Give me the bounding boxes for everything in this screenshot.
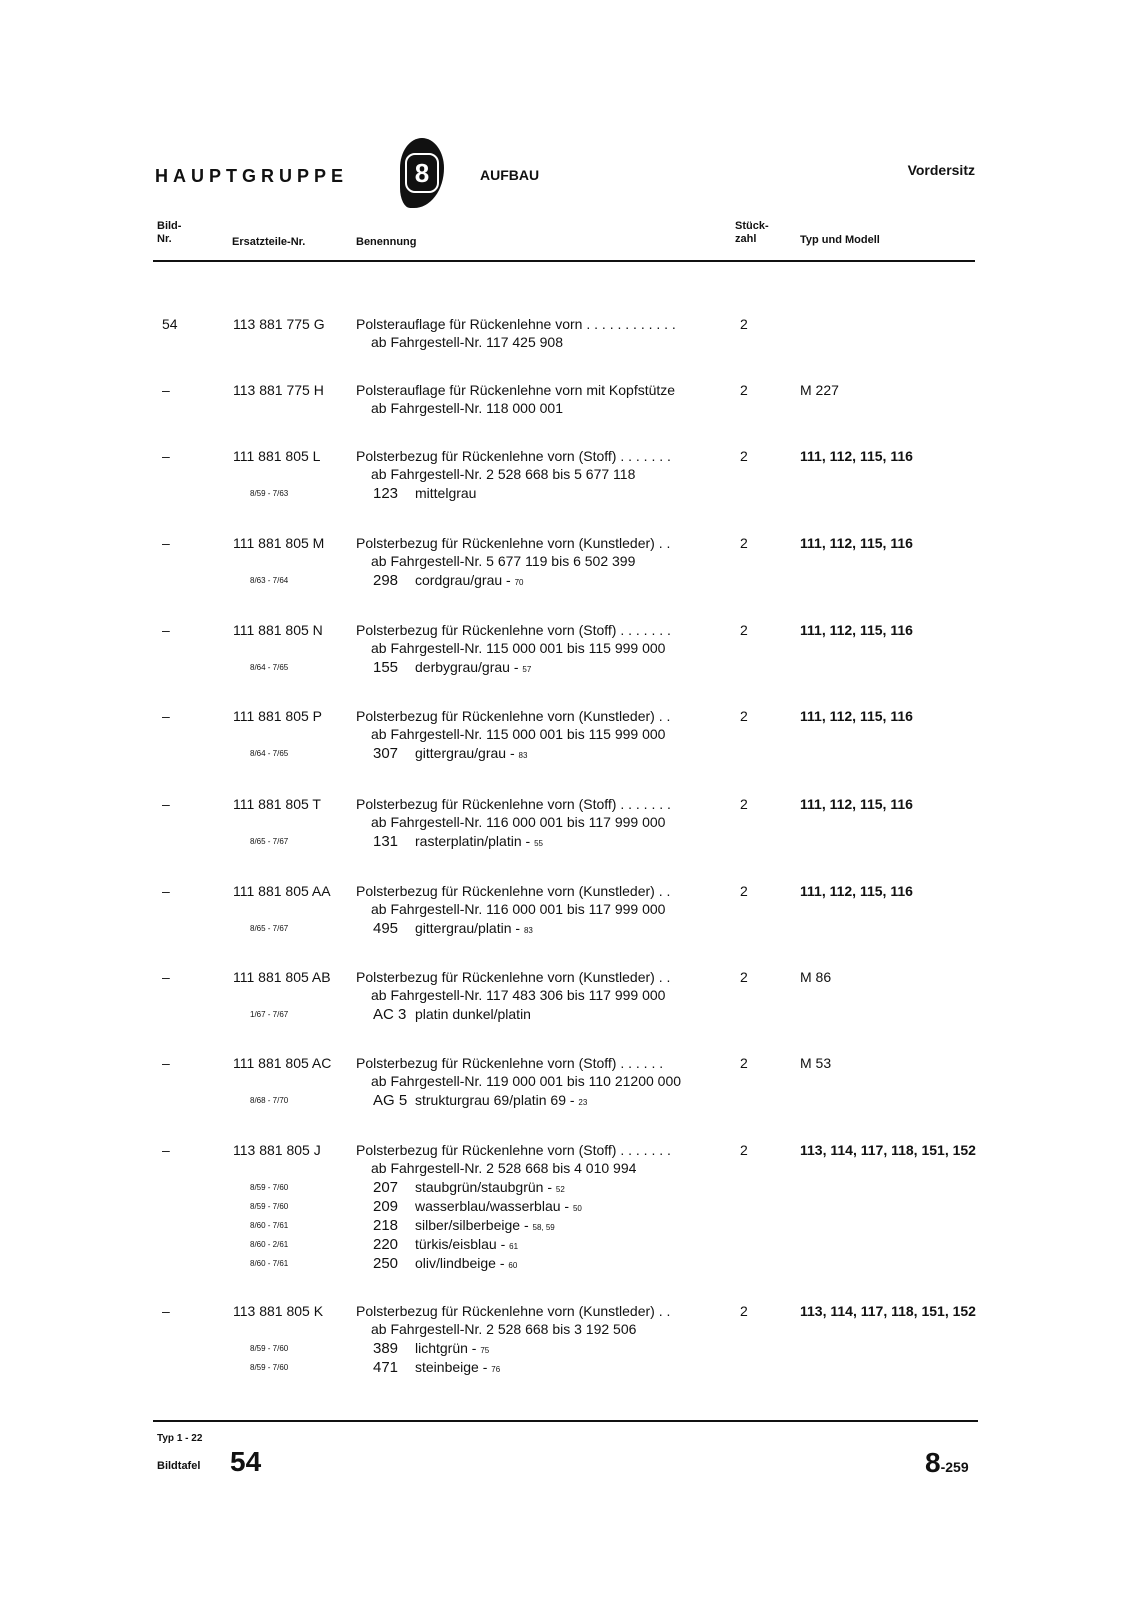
color-date-range: 8/59 - 7/60 [250, 1202, 289, 1211]
color-code: AG 5 [373, 1092, 408, 1109]
figure-number: – [162, 708, 170, 724]
chassis-range: ab Fahrgestell-Nr. 115 000 001 bis 115 999 000 [371, 640, 666, 656]
color-option [373, 833, 543, 850]
color-option [373, 1198, 582, 1215]
quantity: 2 [740, 382, 748, 398]
color-name: derbygrau/grau - [415, 659, 519, 675]
part-number: 111 881 805 T [233, 796, 321, 812]
color-code: 155 [373, 659, 399, 676]
type-model: 111, 112, 115, 116 [800, 796, 913, 812]
quantity: 2 [740, 316, 748, 332]
color-option [373, 1092, 587, 1109]
subsection-title: Vordersitz [907, 162, 975, 178]
color-ref: 70 [514, 578, 524, 587]
type-model: 111, 112, 115, 116 [800, 622, 913, 638]
color-name: gittergrau/grau - [415, 745, 515, 761]
color-date-range: 8/59 - 7/60 [250, 1363, 289, 1372]
footer-rule [153, 1420, 978, 1422]
color-name: lichtgrün - [415, 1340, 477, 1356]
figure-number: – [162, 1303, 170, 1319]
figure-number: – [162, 622, 170, 638]
part-description: Polsterauflage für Rückenlehne vorn mit Kopfstütze [356, 382, 676, 398]
col-head-bild-line2: Nr. [157, 233, 172, 245]
part-number: 113 881 775 H [233, 382, 324, 398]
part-description: Polsterbezug für Rückenlehne vorn (Kunstleder) . . [356, 969, 671, 985]
color-code: 123 [373, 485, 399, 502]
color-name: strukturgrau 69/platin 69 - [415, 1092, 575, 1108]
part-number: 113 881 805 K [233, 1303, 324, 1319]
color-name: silber/silberbeige - [415, 1217, 529, 1233]
type-model: M 53 [800, 1055, 832, 1071]
type-model: M 227 [800, 382, 839, 398]
part-description: Polsterbezug für Rückenlehne vorn (Kunstleder) . . [356, 883, 671, 899]
part-description: Polsterbezug für Rückenlehne vorn (Stoff) . . . . . . . [356, 796, 671, 812]
color-option [373, 745, 527, 762]
part-description: Polsterauflage für Rückenlehne vorn . . . . . . . . . . . . [356, 316, 676, 332]
color-ref: 58, 59 [532, 1223, 555, 1232]
col-head-qty [735, 220, 769, 246]
chassis-range: ab Fahrgestell-Nr. 5 677 119 bis 6 502 399 [371, 553, 636, 569]
color-option [373, 1217, 555, 1234]
color-name: wasserblau/wasserblau - [415, 1198, 570, 1214]
color-ref: 61 [509, 1242, 519, 1251]
color-name: oliv/lindbeige - [415, 1255, 505, 1271]
quantity: 2 [740, 535, 748, 551]
part-description: Polsterbezug für Rückenlehne vorn (Stoff) . . . . . . . [356, 448, 671, 464]
color-option [373, 920, 533, 937]
color-name: platin dunkel/platin [415, 1006, 531, 1022]
color-code: 131 [373, 833, 399, 850]
header-rule [153, 260, 975, 262]
type-model: 111, 112, 115, 116 [800, 708, 913, 724]
col-head-bild-line1: Bild- [157, 220, 182, 232]
color-option [373, 1359, 500, 1376]
chassis-range: ab Fahrgestell-Nr. 117 425 908 [371, 334, 563, 350]
part-description: Polsterbezug für Rückenlehne vorn (Stoff) . . . . . . [356, 1055, 664, 1071]
section-title: AUFBAU [480, 167, 540, 183]
color-date-range: 8/68 - 7/70 [250, 1096, 289, 1105]
color-option [373, 1179, 565, 1196]
quantity: 2 [740, 1142, 748, 1158]
quantity: 2 [740, 969, 748, 985]
part-number: 111 881 805 AA [233, 883, 331, 899]
type-model: 113, 114, 117, 118, 151, 152 [800, 1303, 976, 1319]
color-code: 495 [373, 920, 399, 937]
color-ref: 75 [480, 1346, 490, 1355]
color-date-range: 8/65 - 7/67 [250, 924, 289, 933]
chassis-range: ab Fahrgestell-Nr. 119 000 001 bis 110 21200 000 [371, 1073, 682, 1089]
color-ref: 50 [572, 1204, 582, 1213]
page-group: 8 [925, 1447, 941, 1478]
figure-number: – [162, 535, 170, 551]
quantity: 2 [740, 1055, 748, 1071]
footer-type: Typ 1 - 22 [157, 1433, 203, 1444]
part-description: Polsterbezug für Rückenlehne vorn (Stoff) . . . . . . . [356, 622, 671, 638]
color-option [373, 1340, 489, 1357]
color-name: gittergrau/platin - [415, 920, 521, 936]
group-number-badge [400, 138, 444, 208]
color-option [373, 1236, 518, 1253]
type-model: 111, 112, 115, 116 [800, 448, 913, 464]
quantity: 2 [740, 796, 748, 812]
main-group-title: HAUPTGRUPPE [155, 166, 349, 186]
quantity: 2 [740, 883, 748, 899]
color-option [373, 572, 524, 589]
color-name: türkis/eisblau - [415, 1236, 506, 1252]
part-number: 111 881 805 L [233, 448, 321, 464]
group-number: 8 [405, 153, 439, 193]
part-number: 113 881 775 G [233, 316, 325, 332]
page-number [925, 1447, 969, 1479]
color-ref: 76 [491, 1365, 501, 1374]
type-model: 111, 112, 115, 116 [800, 535, 913, 551]
color-code: 389 [373, 1340, 399, 1357]
footer-bildtafel-label: Bildtafel [157, 1460, 201, 1472]
color-ref: 55 [534, 839, 543, 848]
color-code: 209 [373, 1198, 399, 1215]
color-name: cordgrau/grau - [415, 572, 511, 588]
figure-number: – [162, 448, 170, 464]
type-model: M 86 [800, 969, 832, 985]
color-date-range: 8/59 - 7/63 [250, 489, 289, 498]
footer-bildtafel-number: 54 [230, 1446, 262, 1477]
chassis-range: ab Fahrgestell-Nr. 117 483 306 bis 117 999 000 [371, 987, 666, 1003]
col-head-typ: Typ und Modell [800, 234, 880, 246]
type-model: 111, 112, 115, 116 [800, 883, 913, 899]
figure-number: – [162, 1055, 170, 1071]
part-number: 111 881 805 AC [233, 1055, 332, 1071]
color-option [373, 659, 531, 676]
color-ref: 83 [523, 926, 533, 935]
part-number: 111 881 805 N [233, 622, 323, 638]
part-description: Polsterbezug für Rückenlehne vorn (Kunstleder) . . [356, 535, 671, 551]
col-head-qty-line1: Stück- [735, 220, 769, 232]
quantity: 2 [740, 448, 748, 464]
part-description: Polsterbezug für Rückenlehne vorn (Kunstleder) . . [356, 1303, 671, 1319]
figure-number: – [162, 883, 170, 899]
color-date-range: 8/59 - 7/60 [250, 1183, 289, 1192]
figure-number: – [162, 382, 170, 398]
figure-number: – [162, 796, 170, 812]
figure-number: 54 [162, 316, 178, 332]
color-name: rasterplatin/platin - [415, 833, 531, 849]
col-head-part: Ersatzteile-Nr. [232, 236, 306, 248]
color-ref: 52 [555, 1185, 565, 1194]
part-number: 111 881 805 AB [233, 969, 331, 985]
color-code: 250 [373, 1255, 399, 1272]
chassis-range: ab Fahrgestell-Nr. 116 000 001 bis 117 999 000 [371, 901, 666, 917]
color-option [373, 485, 476, 502]
part-description: Polsterbezug für Rückenlehne vorn (Stoff) . . . . . . . [356, 1142, 671, 1158]
chassis-range: ab Fahrgestell-Nr. 116 000 001 bis 117 999 000 [371, 814, 666, 830]
color-date-range: 8/63 - 7/64 [250, 576, 289, 585]
color-date-range: 1/67 - 7/67 [250, 1010, 289, 1019]
type-model: 113, 114, 117, 118, 151, 152 [800, 1142, 976, 1158]
figure-number: – [162, 1142, 170, 1158]
color-date-range: 8/60 - 7/61 [250, 1259, 289, 1268]
color-ref: 23 [578, 1098, 588, 1107]
color-option [373, 1255, 517, 1272]
chassis-range: ab Fahrgestell-Nr. 118 000 001 [371, 400, 563, 416]
color-ref: 60 [508, 1261, 518, 1270]
chassis-range: ab Fahrgestell-Nr. 2 528 668 bis 3 192 506 [371, 1321, 637, 1337]
part-description: Polsterbezug für Rückenlehne vorn (Kunstleder) . . [356, 708, 671, 724]
color-code: 298 [373, 572, 399, 589]
figure-number: – [162, 969, 170, 985]
quantity: 2 [740, 708, 748, 724]
color-code: 218 [373, 1217, 399, 1234]
quantity: 2 [740, 1303, 748, 1319]
col-head-qty-line2: zahl [735, 233, 757, 245]
color-date-range: 8/64 - 7/65 [250, 749, 289, 758]
part-number: 113 881 805 J [233, 1142, 321, 1158]
color-code: 471 [373, 1359, 399, 1376]
color-code: 307 [373, 745, 399, 762]
part-number: 111 881 805 P [233, 708, 323, 724]
chassis-range: ab Fahrgestell-Nr. 2 528 668 bis 5 677 118 [371, 466, 636, 482]
color-date-range: 8/60 - 7/61 [250, 1221, 289, 1230]
color-ref: 83 [518, 751, 528, 760]
color-code: AC 3 [373, 1006, 407, 1023]
color-option [373, 1006, 531, 1023]
color-date-range: 8/64 - 7/65 [250, 663, 289, 672]
color-ref: 57 [522, 665, 532, 674]
color-name: mittelgrau [415, 485, 477, 501]
color-code: 207 [373, 1179, 399, 1196]
color-date-range: 8/59 - 7/60 [250, 1344, 289, 1353]
col-head-name: Benennung [356, 236, 417, 248]
color-date-range: 8/65 - 7/67 [250, 837, 289, 846]
chassis-range: ab Fahrgestell-Nr. 115 000 001 bis 115 999 000 [371, 726, 666, 742]
color-code: 220 [373, 1236, 399, 1253]
color-date-range: 8/60 - 2/61 [250, 1240, 289, 1249]
quantity: 2 [740, 622, 748, 638]
color-name: staubgrün/staubgrün - [415, 1179, 552, 1195]
color-name: steinbeige - [415, 1359, 488, 1375]
chassis-range: ab Fahrgestell-Nr. 2 528 668 bis 4 010 994 [371, 1160, 637, 1176]
part-number: 111 881 805 M [233, 535, 325, 551]
col-head-bild [157, 220, 181, 246]
page-index: -259 [940, 1459, 969, 1475]
